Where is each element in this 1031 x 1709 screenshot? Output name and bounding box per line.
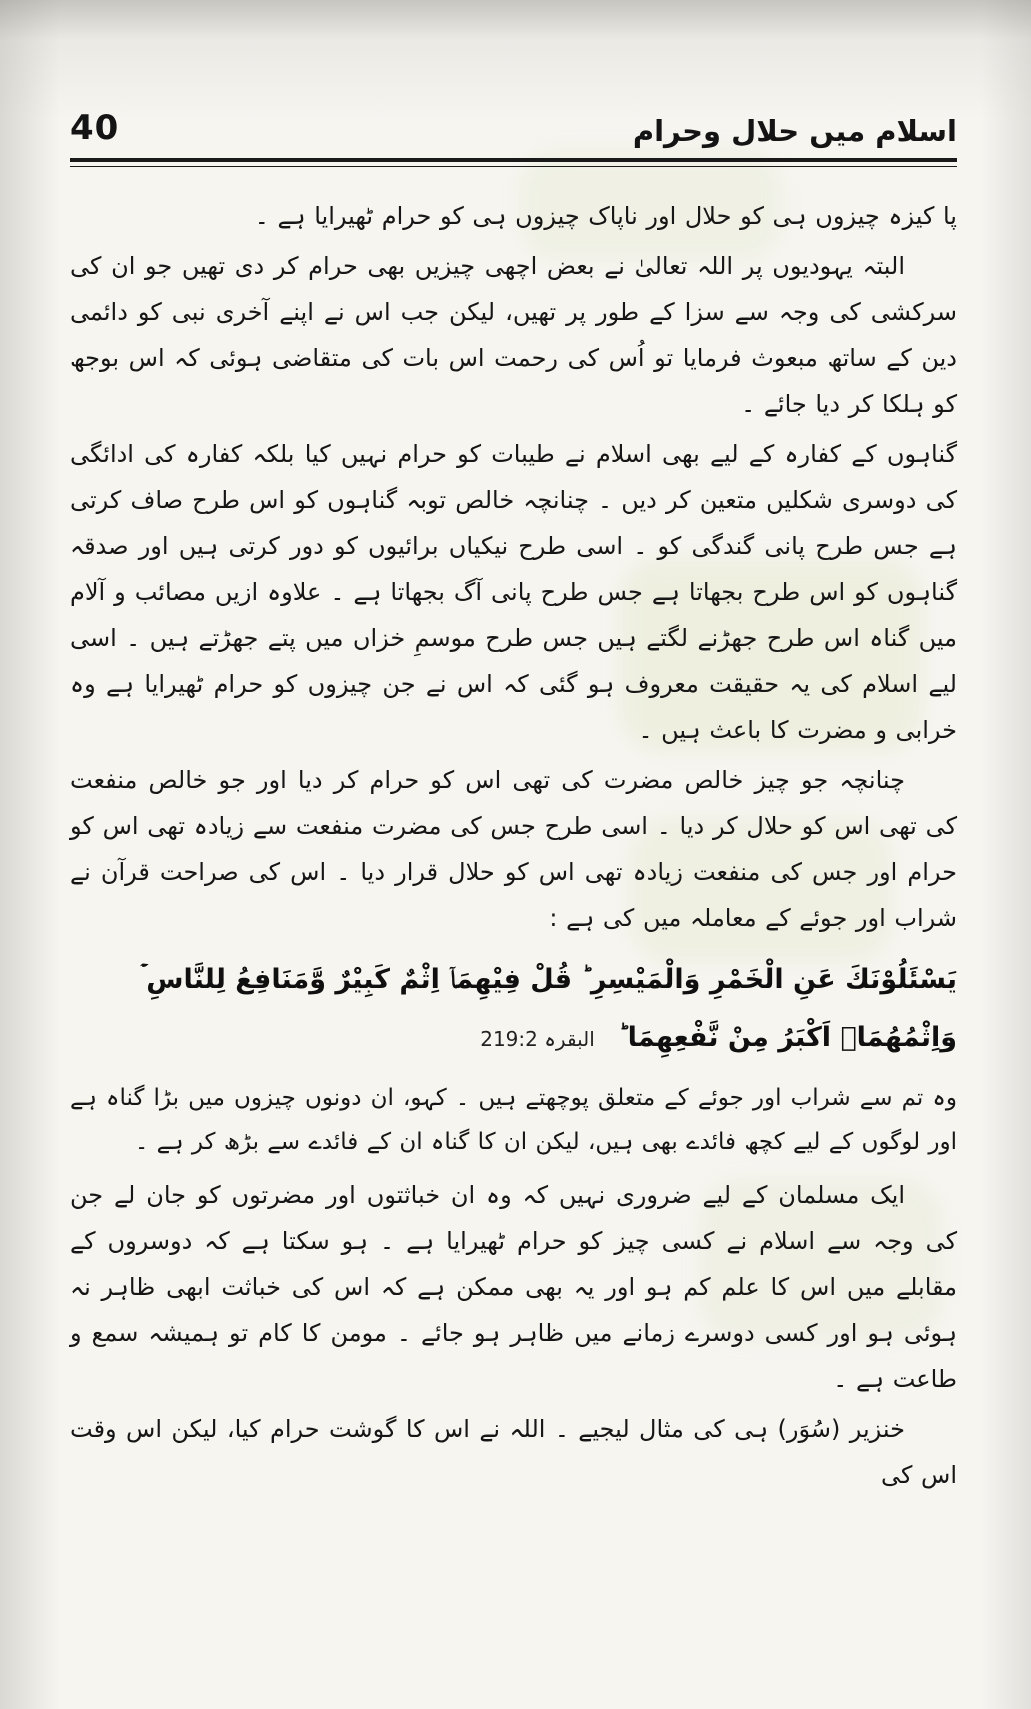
- paragraph: البتہ یہودیوں پر اللہ تعالیٰ نے بعض اچھی چیزیں بھی حرام کر دی تھیں جو ان کی سرکشی کی وجہ سے سزا کے طور پر تھیں، لیکن جب اس نے اپنے آخری نبی کو دائمی دین کے ساتھ مبعوث فرمایا تو اُس کی رحمت اس بات کی متقاضی ہوئی کہ اس بوجھ کو ہلکا کر دیا جائے ۔: [70, 252, 957, 418]
- paragraph: ایک مسلمان کے لیے ضروری نہیں کہ وہ ان خباثتوں اور مضرتوں کو جان لے جن کی وجہ سے اسلام نے کسی چیز کو حرام ٹھیرایا ہے ۔ ہو سکتا ہے کہ دوسروں کے مقابلے میں اس کا علم کم ہو اور یہ بھی ممکن ہے کہ اس کی خباثت ابھی ظاہر نہ ہوئی ہو اور کسی دوسرے زمانے میں ظاہر ہو جائے ۔ مومن کا کام تو ہمیشہ سمع و طاعت ہے ۔: [70, 1181, 958, 1393]
- page-header: [70, 108, 957, 148]
- paragraph: چنانچہ جو چیز خالص مضرت کی تھی اس کو حرام کر دیا اور جو خالص منفعت کی تھی اس کو حلال کر دیا ۔ اسی طرح جس کی مضرت منفعت سے زیادہ تھی اس کو حرام اور جس کی منفعت زیادہ تھی اس کو حلال قرار دیا ۔ اس کی صراحت قرآن نے شراب اور جوئے کے معاملہ میں کی ہے :: [70, 766, 957, 932]
- quran-verse: [70, 951, 957, 1068]
- verse-line-2: وَاِثْمُهُمَاۤ اَكْبَرُ مِنْ نَّفْعِهِمَا ؕ: [618, 1022, 957, 1053]
- paragraph: گناہوں کے کفارہ کے لیے بھی اسلام نے طیبات کو حرام نہیں کیا بلکہ کفارہ کی ادائگی کی دوسری شکلیں متعین کر دیں ۔ چنانچہ خالص توبہ گناہوں کو اس طرح صاف کرتی ہے جس طرح پانی گندگی کو ۔ اسی طرح نیکیاں برائیوں کو دور کرتی ہیں اور صدقہ گناہوں کو اس طرح بجھاتا ہے جس طرح پانی آگ بجھاتا ہے ۔ علاوہ ازیں مصائب و آلام میں گناہ اس طرح جھڑنے لگتے ہیں جس طرح موسمِ خزاں میں پتے جھڑتے ہیں ۔ اسی لیے اسلام کی یہ حقیقت معروف ہو گئی کہ اس نے جن چیزوں کو حرام ٹھیرایا ہے وہ خرابی و مضرت کا باعث ہیں ۔: [70, 440, 957, 744]
- header-double-rule: [70, 158, 957, 167]
- body-text: [70, 193, 957, 1498]
- paragraph-continuation: پا کیزہ چیزوں ہی کو حلال اور ناپاک چیزوں ہی کو حرام ٹھیرایا ہے ۔: [254, 202, 957, 230]
- page-number: 40: [70, 108, 120, 148]
- verse-line-1: يَسْئَلُوْنَكَ عَنِ الْخَمْرِ وَالْمَيْسِرِ ؕ قُلْ فِيْهِمَاۤ اِثْمٌ كَبِيْرٌ وَّمَنَافِعُ لِلنَّاسِ ۡ: [139, 964, 957, 995]
- verse-reference: البقرہ 219:2: [480, 1027, 595, 1051]
- verse-translation: وہ تم سے شراب اور جوئے کے متعلق پوچھتے ہیں ۔ کہو، ان دونوں چیزوں میں بڑا گناہ ہے اور لوگوں کے لیے کچھ فائدے بھی ہیں، لیکن ان کا گناہ ان کے فائدے سے بڑھ کر ہے ۔: [70, 1085, 957, 1155]
- paragraph: خنزیر (سُوَر) ہی کی مثال لیجیے ۔ اللہ نے اس کا گوشت حرام کیا، لیکن اس وقت اس کی: [70, 1415, 957, 1489]
- running-title: اسلام میں حلال وحرام: [632, 114, 957, 148]
